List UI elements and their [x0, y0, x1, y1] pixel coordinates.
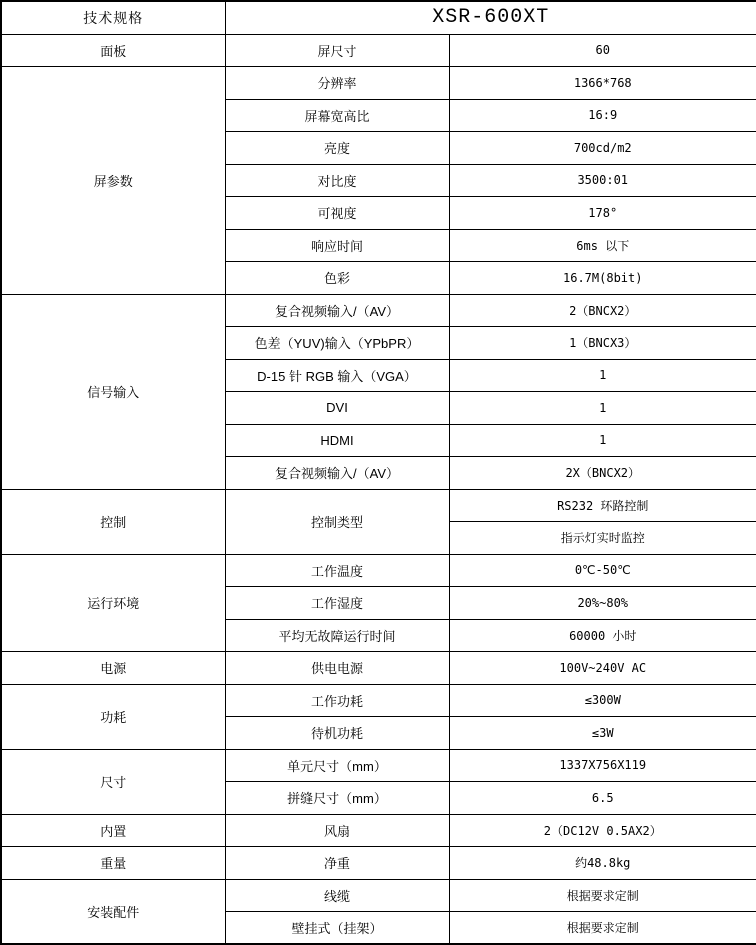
group-cell: 内置: [1, 814, 225, 847]
group-cell: 屏参数: [1, 67, 225, 295]
model-cell: XSR-600XT: [225, 1, 756, 34]
value-cell: 2（BNCX2）: [449, 294, 756, 327]
param-cell: 拼缝尺寸（mm）: [225, 782, 449, 815]
param-cell: 风扇: [225, 814, 449, 847]
param-cell: 单元尺寸（mm）: [225, 749, 449, 782]
param-cell: 工作温度: [225, 554, 449, 587]
value-cell: 60000 小时: [449, 619, 756, 652]
value-cell: 1: [449, 424, 756, 457]
param-cell: 对比度: [225, 164, 449, 197]
value-cell: 16:9: [449, 99, 756, 132]
value-cell: 6.5: [449, 782, 756, 815]
group-cell: 控制: [1, 489, 225, 554]
table-row: [1, 847, 756, 880]
table-row: [1, 814, 756, 847]
group-cell: 功耗: [1, 684, 225, 749]
param-cell: 复合视频输入/（AV）: [225, 457, 449, 490]
value-cell: 700cd/m2: [449, 132, 756, 165]
param-cell: 工作功耗: [225, 684, 449, 717]
param-cell: 复合视频输入/（AV）: [225, 294, 449, 327]
table-row: [1, 67, 756, 100]
param-cell: 色彩: [225, 262, 449, 295]
param-cell: 色差（YUV)输入（YPbPR）: [225, 327, 449, 360]
value-cell: 0℃-50℃: [449, 554, 756, 587]
param-cell: DVI: [225, 392, 449, 425]
param-cell: 屏幕宽高比: [225, 99, 449, 132]
value-cell: 根据要求定制: [449, 879, 756, 912]
value-cell: 1337X756X119: [449, 749, 756, 782]
param-cell: 分辨率: [225, 67, 449, 100]
group-cell: 信号输入: [1, 294, 225, 489]
header-row: [1, 1, 756, 34]
group-cell: 尺寸: [1, 749, 225, 814]
group-cell: 重量: [1, 847, 225, 880]
param-cell: D-15 针 RGB 输入（VGA）: [225, 359, 449, 392]
value-cell: 1（BNCX3）: [449, 327, 756, 360]
value-cell: 20%~80%: [449, 587, 756, 620]
table-row: [1, 34, 756, 67]
table-row: [1, 879, 756, 912]
value-cell: 约48.8kg: [449, 847, 756, 880]
table-row: [1, 294, 756, 327]
value-cell: ≤3W: [449, 717, 756, 750]
param-cell: 净重: [225, 847, 449, 880]
param-cell: 控制类型: [225, 489, 449, 554]
table-row: [1, 489, 756, 522]
group-cell: 面板: [1, 34, 225, 67]
group-cell: 运行环境: [1, 554, 225, 652]
param-cell: 屏尺寸: [225, 34, 449, 67]
value-cell: 2（DC12V 0.5AX2）: [449, 814, 756, 847]
value-cell: 根据要求定制: [449, 912, 756, 945]
value-cell: 16.7M(8bit): [449, 262, 756, 295]
param-cell: 工作湿度: [225, 587, 449, 620]
param-cell: 待机功耗: [225, 717, 449, 750]
value-cell: 100V~240V AC: [449, 652, 756, 685]
group-cell: 电源: [1, 652, 225, 685]
param-cell: 平均无故障运行时间: [225, 619, 449, 652]
param-cell: HDMI: [225, 424, 449, 457]
value-cell: 60: [449, 34, 756, 67]
table-row: [1, 749, 756, 782]
value-cell: 3500:01: [449, 164, 756, 197]
value-cell: RS232 环路控制: [449, 489, 756, 522]
value-cell: 1: [449, 359, 756, 392]
param-cell: 响应时间: [225, 229, 449, 262]
table-row: [1, 554, 756, 587]
value-cell: 178°: [449, 197, 756, 230]
param-cell: 线缆: [225, 879, 449, 912]
value-cell: 6ms 以下: [449, 229, 756, 262]
table-row: [1, 684, 756, 717]
param-cell: 亮度: [225, 132, 449, 165]
group-cell: 安装配件: [1, 879, 225, 944]
param-cell: 壁挂式（挂架）: [225, 912, 449, 945]
value-cell: 1: [449, 392, 756, 425]
value-cell: 指示灯实时监控: [449, 522, 756, 555]
value-cell: 2X（BNCX2）: [449, 457, 756, 490]
value-cell: ≤300W: [449, 684, 756, 717]
value-cell: 1366*768: [449, 67, 756, 100]
param-cell: 可视度: [225, 197, 449, 230]
spec-title-cell: 技术规格: [1, 1, 225, 34]
table-row: [1, 652, 756, 685]
param-cell: 供电电源: [225, 652, 449, 685]
